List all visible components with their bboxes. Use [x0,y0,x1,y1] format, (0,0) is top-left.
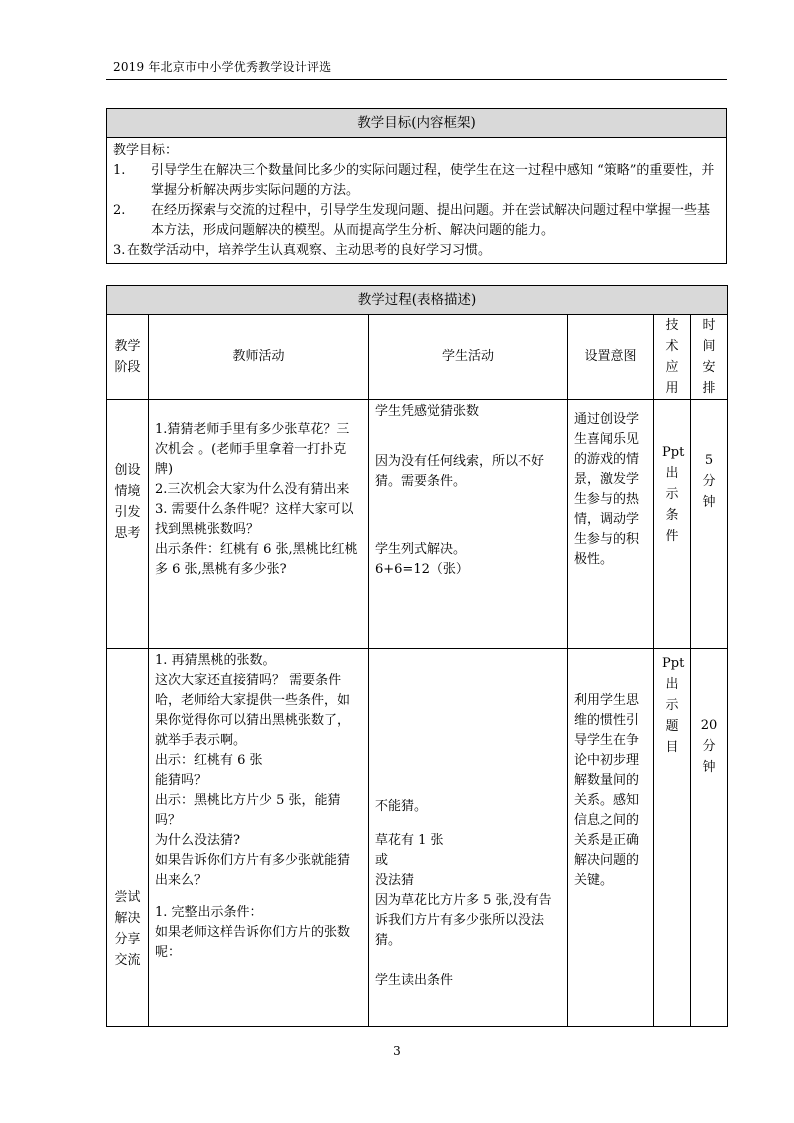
student-activity-cell [369,400,568,649]
student-line: 6+6=12（张） [375,562,469,577]
goals-body [107,138,727,264]
student-activity-cell [369,649,568,1027]
goal-item-3 [113,241,720,261]
time-cell: 5分钟 [691,400,728,649]
goal-text: 在数学活动中，培养学生认真观察、主动思考的良好学习习惯。 [127,243,492,258]
student-line: 学生读出条件 [375,973,454,988]
goals-section-title: 教学目标(内容框架) [107,109,727,138]
goal-item-1 [113,161,720,201]
teacher-line: 这次大家还直接猜吗？ 需要条件哈，老师给大家提供一些条件，如果你觉得你可以猜出黑桃张数了，就举手表示啊。 [155,673,351,748]
teacher-line: 如果告诉你们方片有多少张就能猜出来么？ [155,853,351,888]
process-table [106,285,728,1027]
goal-num: 1. [113,163,126,178]
header-rule [106,79,727,80]
col-header-tech: 技术应用 [654,315,691,400]
table-row [107,400,728,649]
teacher-line: 1.猜猜老师手里有多少张草花？三次机会 。(老师手里拿着一打扑克牌) [155,422,350,477]
goal-item-2 [113,201,720,241]
student-line: 不能猜。 [375,799,428,814]
col-header-intent: 设置意图 [568,315,654,400]
col-header-teacher: 教师活动 [149,315,369,400]
goal-text: 在经历探索与交流的过程中，引导学生发现问题、提出问题。并在尝试解决问题过程中掌握一些基本方法，形成问题解决的模型。从而提高学生分析、解决问题的能力。 [151,203,711,238]
tech-cell: Ppt出示条件 [654,400,691,649]
goals-table [106,108,727,264]
teacher-line: 能猜吗？ [155,773,208,788]
page-number: 3 [393,1044,401,1058]
teacher-line: 2.三次机会大家为什么没有猜出来 [155,482,350,497]
teacher-activity-cell [149,649,369,1027]
student-line: 因为没有任何线索，所以不好猜。需要条件。 [375,454,545,489]
teacher-line: 出示：红桃有 6 张 [155,753,263,768]
stage-cell: 创设情境引发思考 [107,400,149,649]
col-header-stage: 教学阶段 [107,315,149,400]
intent-cell: 利用学生思维的惯性引导学生在争论中初步理解数量间的关系。感知信息之间的关系是正确解决问题的关键。 [568,649,654,1027]
process-section-title: 教学过程(表格描述) [107,286,728,315]
intent-cell: 通过创设学生喜闻乐见的游戏的情景，激发学生参与的热情，调动学生参与的积极性。 [568,400,654,649]
student-line: 或 [375,853,389,868]
teacher-line: 1. 完整出示条件： [155,905,263,920]
col-header-time: 时间安排 [691,315,728,400]
col-header-student: 学生活动 [369,315,568,400]
teacher-line: 出示：黑桃比方片少 5 张，能猜吗？ [155,793,341,828]
document-header: 2019 年北京市中小学优秀教学设计评选 [113,60,332,74]
goal-num: 3. [113,243,126,258]
goals-label: 教学目标： [113,143,179,158]
goal-num: 2. [113,203,126,218]
student-line: 草花有 1 张 [375,833,444,848]
teacher-line: 出示条件：红桃有 6 张,黑桃比红桃多 6 张,黑桃有多少张? [155,542,358,577]
goal-text: 引导学生在解决三个数量间比多少的实际问题过程，使学生在这一过程中感知 “策略”的重要性，并掌握分析解决两步实际问题的方法。 [151,163,715,198]
time-cell: 20分钟 [691,649,728,1027]
teacher-line: 1. 再猜黑桃的张数。 [155,653,276,668]
student-line: 因为草花比方片多 5 张,没有告诉我们方片有多少张所以没法猜。 [375,893,552,948]
teacher-line: 为什么没法猜? [155,833,240,848]
teacher-line: 如果老师这样告诉你们方片的张数呢： [155,925,351,960]
teacher-line: 3. 需要什么条件呢？这样大家可以找到黑桃张数吗？ [155,502,354,537]
tech-cell: Ppt出示题目 [654,649,691,1027]
teacher-activity-cell [149,400,369,649]
student-line: 学生凭感觉猜张数 [375,404,480,419]
stage-cell: 尝试解决分享交流 [107,649,149,1027]
table-row [107,649,728,1027]
student-line: 学生列式解决。 [375,542,467,557]
student-line: 没法猜 [375,873,415,888]
